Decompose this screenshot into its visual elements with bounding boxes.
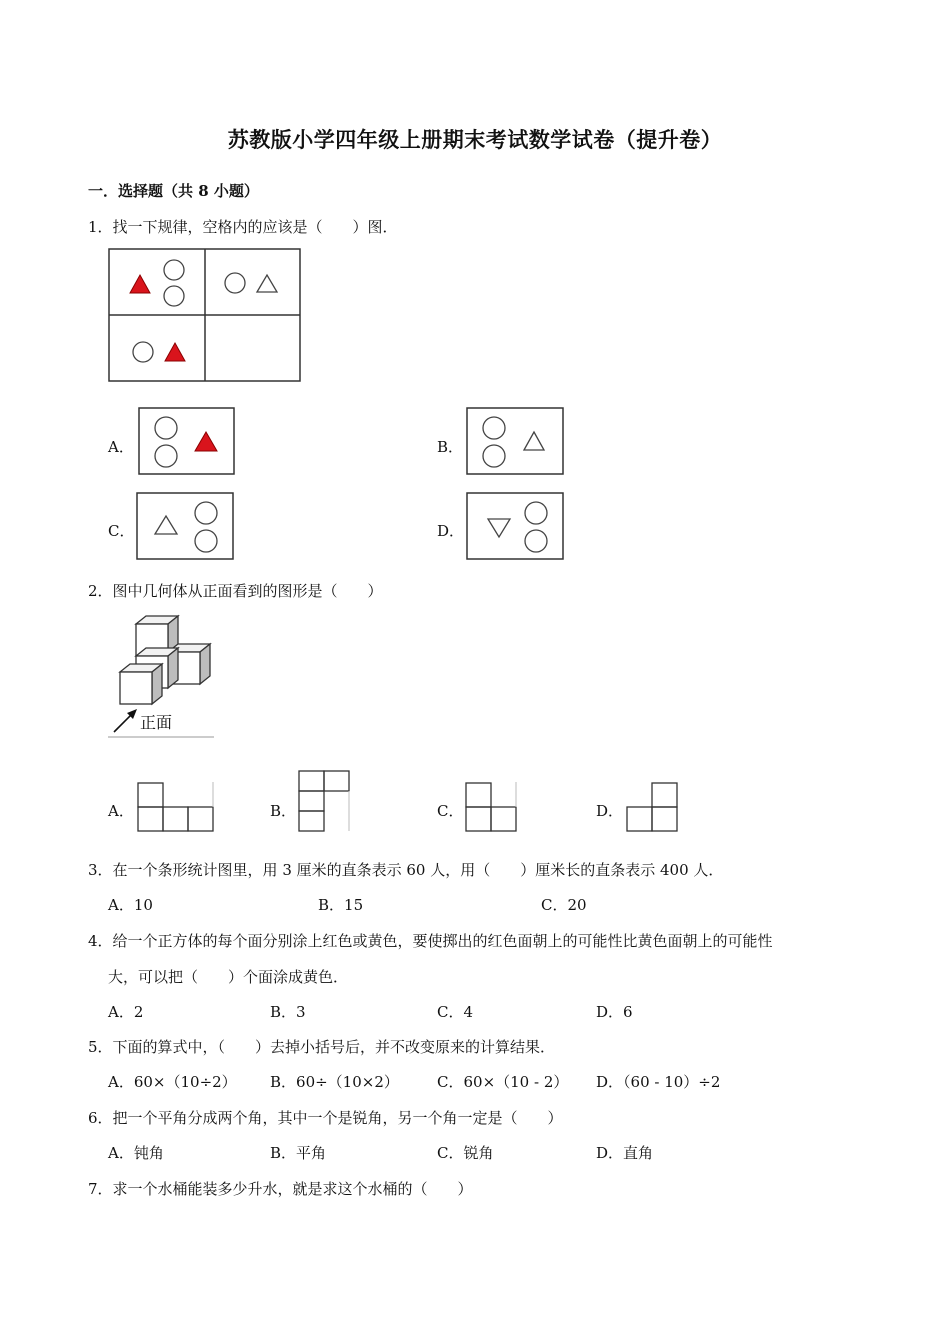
red-triangle-icon bbox=[195, 432, 217, 451]
circle-icon bbox=[164, 260, 184, 280]
question-4-text-line1: 4．给一个正方体的每个面分别涂上红色或黄色，要使掷出的红色面朝上的可能性比黄色面朝上的可能性 bbox=[88, 932, 773, 950]
q1-option-d-label: D． bbox=[437, 522, 465, 540]
circle-icon bbox=[155, 417, 177, 439]
q1-option-a-label: A． bbox=[108, 438, 134, 456]
question-6-text: 6．把一个平角分成两个角，其中一个是锐角，另一个角一定是（ ） bbox=[88, 1109, 563, 1127]
q3-option-a[interactable]: A．10 bbox=[108, 896, 153, 914]
circle-icon bbox=[164, 286, 184, 306]
circle-icon bbox=[483, 417, 505, 439]
triangle-icon bbox=[155, 516, 177, 534]
q6-option-d[interactable]: D．直角 bbox=[596, 1144, 654, 1162]
q1-pattern-grid bbox=[108, 248, 302, 383]
q2-option-c-label: C． bbox=[437, 802, 464, 820]
circle-icon bbox=[525, 530, 547, 552]
circle-icon bbox=[195, 502, 217, 524]
q3-option-c[interactable]: C．20 bbox=[541, 896, 587, 914]
question-3-text: 3．在一个条形统计图里，用 3 厘米的直条表示 60 人，用（ ）厘米长的直条表示 400 人． bbox=[88, 861, 724, 879]
q6-option-b[interactable]: B．平角 bbox=[270, 1144, 327, 1162]
q5-option-d[interactable]: D．（60 - 10）÷2 bbox=[596, 1073, 721, 1091]
red-triangle-icon bbox=[130, 275, 150, 293]
q5-option-b[interactable]: B．60÷（10×2） bbox=[270, 1073, 399, 1091]
q2-option-a-figure[interactable] bbox=[137, 782, 217, 832]
q4-option-a[interactable]: A．2 bbox=[108, 1003, 144, 1021]
red-triangle-icon bbox=[165, 343, 185, 361]
page-title: 苏教版小学四年级上册期末考试数学试卷（提升卷） bbox=[227, 127, 723, 152]
cube bbox=[120, 664, 162, 704]
q1-option-c-label: C． bbox=[108, 522, 135, 540]
q4-option-c[interactable]: C．4 bbox=[437, 1003, 474, 1021]
question-2-text: 2．图中几何体从正面看到的图形是（ ） bbox=[88, 582, 383, 600]
front-view-label: 正面 bbox=[140, 713, 173, 732]
question-1-text: 1．找一下规律，空格内的应该是（ ）图． bbox=[88, 218, 398, 236]
q4-option-d[interactable]: D．6 bbox=[596, 1003, 633, 1021]
circle-icon bbox=[195, 530, 217, 552]
q2-option-b-figure[interactable] bbox=[298, 770, 352, 832]
q2-option-d-figure[interactable] bbox=[626, 782, 682, 832]
circle-icon bbox=[225, 273, 245, 293]
q2-option-d-label: D． bbox=[596, 802, 624, 820]
q2-option-b-label: B． bbox=[270, 802, 297, 820]
circle-icon bbox=[525, 502, 547, 524]
q6-option-c[interactable]: C．锐角 bbox=[437, 1144, 494, 1162]
inverted-triangle-icon bbox=[488, 519, 510, 537]
question-7-text: 7．求一个水桶能装多少升水，就是求这个水桶的（ ） bbox=[88, 1180, 473, 1198]
circle-icon bbox=[133, 342, 153, 362]
question-5-text: 5．下面的算式中，（ ）去掉小括号后，并不改变原来的计算结果． bbox=[88, 1038, 556, 1056]
q3-option-b[interactable]: B．15 bbox=[318, 896, 364, 914]
section-heading: 一．选择题（共 8 小题） bbox=[88, 182, 259, 200]
q5-option-c[interactable]: C．60×（10 - 2） bbox=[437, 1073, 569, 1091]
q1-option-b-label: B． bbox=[437, 438, 464, 456]
q1-option-a-figure[interactable] bbox=[138, 407, 236, 475]
q1-option-c-figure[interactable] bbox=[136, 492, 235, 560]
q2-option-c-figure[interactable] bbox=[465, 782, 521, 832]
q6-option-a[interactable]: A．钝角 bbox=[108, 1144, 164, 1162]
q1-option-d-figure[interactable] bbox=[466, 492, 565, 560]
q1-option-b-figure[interactable] bbox=[466, 407, 565, 475]
circle-icon bbox=[155, 445, 177, 467]
q4-option-b[interactable]: B．3 bbox=[270, 1003, 306, 1021]
question-4-text-line2: 大，可以把（ ）个面涂成黄色． bbox=[108, 968, 349, 986]
triangle-icon bbox=[524, 432, 544, 450]
q5-option-a[interactable]: A．60×（10÷2） bbox=[108, 1073, 237, 1091]
q2-option-a-label: A． bbox=[108, 802, 134, 820]
triangle-icon bbox=[257, 275, 277, 292]
circle-icon bbox=[483, 445, 505, 467]
